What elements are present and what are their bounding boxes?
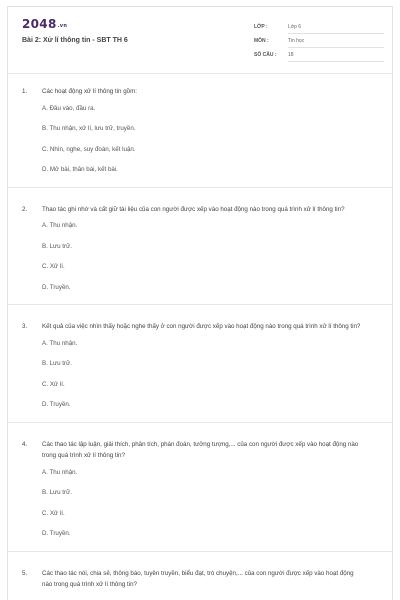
- answer-option[interactable]: D. Truyền.: [42, 401, 71, 408]
- worksheet-page: [7, 6, 393, 600]
- answer-option[interactable]: C. Xử lí.: [42, 509, 65, 517]
- answer-option[interactable]: C. Nhìn, nghe, suy đoán, kết luận.: [42, 145, 136, 153]
- answer-option[interactable]: C. Xử lí.: [42, 380, 65, 388]
- worksheet-meta: [254, 21, 384, 63]
- answer-option[interactable]: B. Lưu trữ.: [42, 242, 72, 250]
- question-item: [8, 86, 392, 186]
- answer-list: [8, 339, 392, 421]
- question-text: [8, 568, 392, 591]
- answer-option[interactable]: A. Thu nhận.: [42, 339, 78, 347]
- question-body: Kết quả của việc nhìn thấy hoặc nghe thấy ở con người được xếp vào hoạt động nào trong quá trình xử lí thông tin?: [42, 323, 361, 330]
- question-divider: [8, 551, 392, 552]
- meta-key: MÔN :: [254, 38, 269, 44]
- answer-option[interactable]: C. Xử lí.: [42, 263, 65, 270]
- question-item: [8, 439, 392, 550]
- question-divider: [8, 187, 392, 188]
- meta-value: 18: [288, 52, 384, 62]
- question-number: 2.: [22, 205, 28, 213]
- site-logo[interactable]: [22, 17, 67, 31]
- answer-option[interactable]: A. Thu nhận.: [42, 468, 78, 476]
- question-body: Các hoạt động xử lí thông tin gồm:: [42, 88, 137, 95]
- question-divider: [8, 422, 392, 423]
- question-number: 5.: [22, 569, 28, 577]
- question-item: [8, 204, 392, 304]
- question-number: 3.: [22, 323, 28, 330]
- header-divider: [8, 73, 392, 74]
- question-list: [8, 86, 392, 591]
- question-divider: [8, 304, 392, 305]
- answer-option[interactable]: A. Thu nhận.: [42, 222, 78, 229]
- question-number: 1.: [22, 88, 28, 95]
- question-item: [8, 321, 392, 421]
- answer-option[interactable]: B. Lưu trữ.: [42, 360, 72, 367]
- meta-row-subject: [254, 35, 384, 49]
- page-title: Bài 2: Xử lí thông tin - SBT TH 6: [22, 37, 128, 44]
- logo-suffix: .vn: [57, 23, 68, 29]
- question-item: [8, 568, 392, 591]
- answer-option[interactable]: D. Mở bài, thân bài, kết bài.: [42, 166, 118, 173]
- meta-row-count: [254, 49, 384, 63]
- meta-key: SỐ CÂU :: [254, 52, 277, 58]
- answer-list: [8, 468, 392, 550]
- question-text: [8, 439, 392, 462]
- answer-list: [8, 104, 392, 186]
- answer-option[interactable]: B. Lưu trữ.: [42, 489, 72, 496]
- meta-row-class: [254, 21, 384, 35]
- answer-option[interactable]: D. Truyền.: [42, 530, 71, 537]
- answer-option[interactable]: D. Truyền.: [42, 283, 71, 291]
- meta-value: Tin học: [288, 38, 384, 48]
- question-text: [8, 321, 392, 333]
- question-body: Các thao tác lập luận, giải thích, phân tích, phán đoán, tưởng tượng,... của con người được xếp vào hoạt động nào trong quá trình xử lí thông tin?: [42, 440, 359, 459]
- meta-key: LỚP :: [254, 24, 268, 30]
- question-text: [8, 204, 392, 216]
- answer-option[interactable]: B. Thu nhận, xử lí, lưu trữ, truyền.: [42, 125, 136, 132]
- answer-option[interactable]: A. Đầu vào, đầu ra.: [42, 104, 96, 112]
- question-number: 4.: [22, 440, 28, 448]
- question-text: [8, 86, 392, 98]
- answer-list: [8, 221, 392, 303]
- question-body: Các thao tác nói, chia sẻ, thông báo, tuyên truyền, biểu đạt, trò chuyện,... của con người được xếp vào hoạt động nào trong quá trình xử lí thông tin?: [42, 569, 354, 588]
- meta-value: Lớp 6: [288, 24, 384, 34]
- logo-text: 2048: [22, 17, 57, 31]
- question-body: Thao tác ghi nhớ và cất giữ tài liệu của con người được xếp vào hoạt động nào trong quá trình xử lí thông tin?: [42, 205, 345, 213]
- worksheet-header: [8, 7, 392, 73]
